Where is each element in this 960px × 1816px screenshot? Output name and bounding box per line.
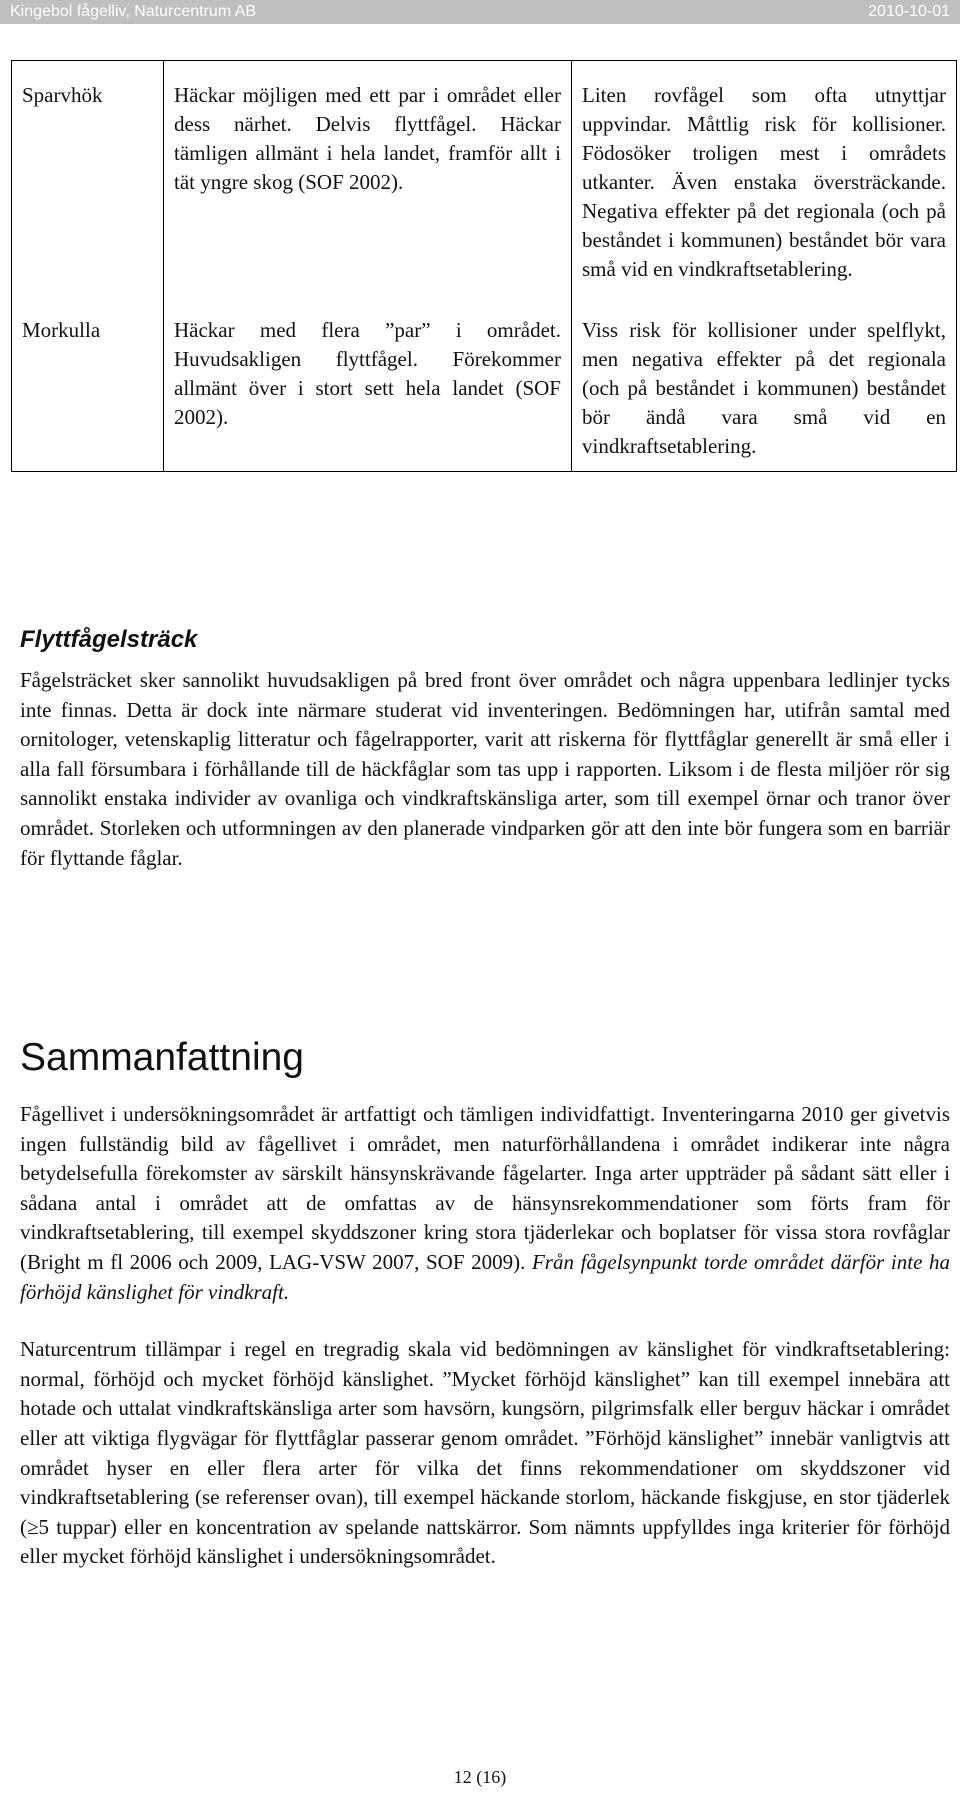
header-date: 2010-10-01 [868,3,950,20]
summary-conclusion: Från fågelsynpunkt torde området därför inte ha förhöjd känslighet för vindkraft. [20,1249,951,1304]
page-header [0,0,960,24]
header-title: Kingebol fågelliv, Naturcentrum AB [10,3,257,20]
section-heading: Flyttfågelsträck [20,626,198,653]
species-risk: Liten rovfågel som ofta utnyttjar uppvindar. Måttlig risk för kollisioner. Födosöker troligen mest i områdets utkanter. Även enstaka översträckande. Negativa effekter på det regionala (och på beståndet i kommunen) beståndet bör vara små vid en vindkraftsetablering. [572,61,957,295]
species-name: Sparvhök [12,61,164,295]
flyttfagel-text: Fågelsträcket sker sannolikt huvudsakligen på bred front över området och några uppenbara ledlinjer tycks inte finnas. Detta är dock inte närmare studerat vid inventeringen. Bedömningen har, utifrån samtal med ornitologer, vetenskaplig litteratur och fågelrapporter, varit att riskerna för flyttfåglar generellt är små eller i alla fall försumbara i förhållande till de häckfåglar som tas upp i rapporten. Liksom i de flesta miljöer rör sig sannolikt enstaka individer av ovanliga och vindkraftskänsliga arter, som till exempel örnar och tranor över området. Storleken och utformningen av den planerade vindparken gör att den inte bör fungera som en barriär för flyttande fåglar. [20,668,950,870]
species-name: Morkulla [12,294,164,472]
page-number: 12 (16) [453,1767,507,1787]
summary-text: Fågellivet i undersökningsområdet är artfattigt och tämligen individfattigt. Inventeringarna 2010 ger givetvis ingen fullständig bild av fågellivet i området, men naturförhållandena i området indikerar inte några betydelsefulla förekomster av särskilt hänsynskrävande fågelarter. Inga arter uppträder på sådant sätt eller i sådana antal i området att de omfattas av de hänsynsrekommendationer som förts fram för vindkraftsetablering, till exempel skyddszoner kring stora tjäderlekar och boplatser för vissa stora rovfåglar (Bright m fl 2006 och 2009, LAG-VSW 2007, SOF 2009). [20,1102,950,1274]
flyttfagel-section [20,626,950,873]
species-table [11,60,957,472]
section-heading: Sammanfattning [20,1036,304,1079]
sammanfattning-section [20,1036,950,1572]
table-row [12,61,957,295]
species-risk: Viss risk för kollisioner under spelflykt, men negativa effekter på det regionala (och på beståndet i kommunen) beståndet bör ändå vara små vid en vindkraftsetablering. [572,294,957,472]
table-row [12,294,957,472]
species-breeding: Häckar möjligen med ett par i området eller dess närhet. Delvis flyttfågel. Häckar tämligen allmänt i hela landet, framför allt i tät yngre skog (SOF 2002). [164,61,572,295]
species-breeding: Häckar med flera ”par” i området. Huvudsakligen flyttfågel. Förekommer allmänt över i stort sett hela landet (SOF 2002). [164,294,572,472]
summary-paragraph-1 [20,1100,950,1307]
summary-paragraph-2: Naturcentrum tillämpar i regel en tregradig skala vid bedömningen av känslighet för vindkraftsetablering: normal, förhöjd och mycket förhöjd känslighet. ”Mycket förhöjd känslighet” kan till exempel innebära att hotade och uttalat vindkraftskänsliga arter som havsörn, kungsörn, pilgrimsfalk eller berguv häckar i området eller att viktiga flygvägar för flyttfåglar passerar genom området. ”Förhöjd känslighet” innebär vanligtvis att området hyser en eller flera arter för vilka det finns rekommendationer om skyddszoner vid vindkraftsetablering (se referenser ovan), till exempel häckande storlom, häckande fiskgjuse, en stor tjäderlek (≥5 tuppar) eller en koncentration av spelande nattskärror. Som nämnts uppfylldes inga kriterier för förhöjd eller mycket förhöjd känslighet i undersökningsområdet. [20,1337,950,1569]
